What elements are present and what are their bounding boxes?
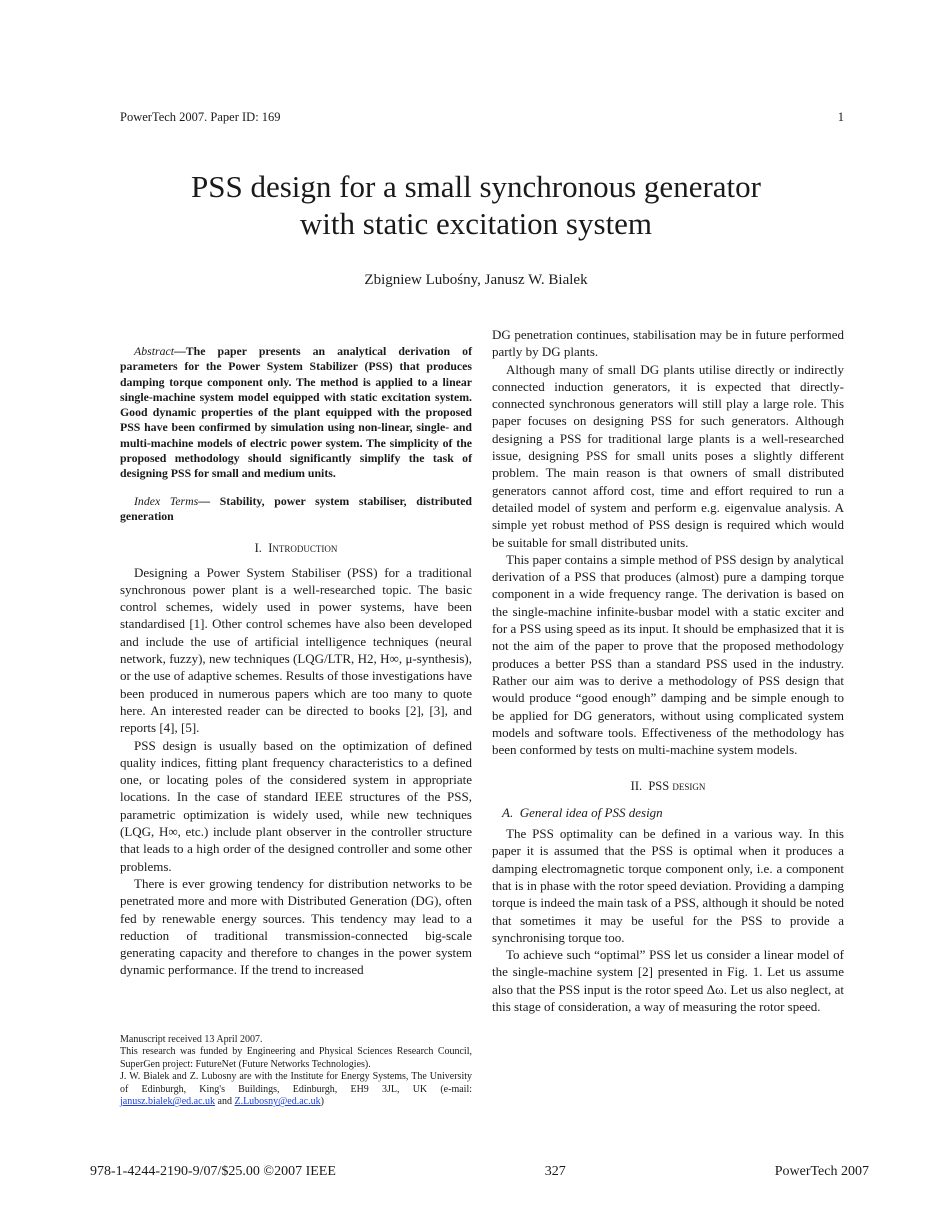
affiliation-text: J. W. Bialek and Z. Lubosny are with the Institute for Energy Systems, The University of Edinburgh, King's Buildings, Edinburgh, EH9 3JL, UK (e-mail: — [120, 1071, 472, 1095]
paper-title — [0, 168, 952, 242]
section-number: I. — [254, 541, 262, 556]
abstract-text: The paper presents an analytical derivation of parameters for the Power System Stabilizer (PSS) that produces damping torque component only. The method is applied to a linear single-machine system model equipped with static excitation system. Good dynamic properties of the plant equipped with the proposed PSS have been confirmed by simulation using non-linear, single- and multi-machine models of electric power system. The simplicity of the proposed methodology should significantly simplify the task of designing PSS for small and medium units. — [120, 344, 472, 481]
footnote-affiliation — [120, 1071, 472, 1108]
subsection-title: General idea of PSS design — [519, 804, 663, 820]
abstract-label: Abstract — [134, 344, 174, 358]
authors: Zbigniew Lubośny, Janusz W. Bialek — [364, 272, 588, 288]
footer-page-number: 327 — [544, 1164, 566, 1179]
title-line-2: with static excitation system — [299, 206, 653, 241]
section-number: II. — [630, 779, 643, 794]
index-terms-label: Index Terms — [134, 493, 199, 508]
abstract-dash: — — [173, 344, 186, 358]
email-link-lubosny[interactable]: Z.Lubosny@ed.ac.uk — [234, 1096, 321, 1108]
left-column — [120, 326, 472, 979]
right-column — [492, 326, 844, 1015]
subsection-number: A. — [502, 804, 514, 820]
footnote-funding: This research was funded by Engineering and Physical Sciences Research Council, SuperGen project: FutureNet (Future Networks Technologies). — [120, 1046, 472, 1070]
section-title-b: design — [672, 779, 706, 794]
email-link-bialek[interactable]: janusz.bialek@ed.ac.uk — [120, 1096, 216, 1108]
section-heading-pss-design — [492, 778, 844, 795]
footer-isbn: 978-1-4244-2190-9/07/$25.00 ©2007 IEEE — [90, 1164, 336, 1179]
footer-conference: PowerTech 2007 — [774, 1164, 869, 1179]
title-line-1: PSS design for a small synchronous generator — [191, 169, 761, 204]
section-title: Introduction — [268, 541, 338, 556]
running-header — [120, 110, 844, 125]
close-paren: ) — [320, 1096, 324, 1108]
header-page-number: 1 — [837, 110, 844, 124]
index-terms — [120, 494, 472, 525]
index-terms-text: Stability, power system stabiliser, distributed generation — [120, 493, 472, 523]
subsection-heading — [502, 804, 844, 821]
section-title-a: PSS — [648, 779, 673, 794]
paragraph: PSS design is usually based on the optimization of defined quality indices, fitting plant frequency characteristics to a defined one, or locating poles of the considered system in appropriate locations. In the case of standard IEEE structures of the PSS, parametric optimization is widely used, while new techniques (LQG, H∞, etc.) include plant observer in the controller structure that leads to a high order of the designed controller and some other problems. — [120, 737, 472, 874]
header-conference: PowerTech 2007. Paper ID: 169 — [120, 110, 281, 124]
paragraph: DG penetration continues, stabilisation may be in future performed partly by DG plants. — [492, 327, 844, 360]
paragraph: To achieve such “optimal” PSS let us consider a linear model of the single-machine system [2] presented in Fig. 1. Let us assume also that the PSS input is the rotor speed Δω. Let us also neglect, at this stage of consideration, a way of measuring the rotor speed. — [492, 947, 844, 1014]
abstract — [120, 344, 472, 482]
page-footer — [90, 1164, 869, 1180]
and-text: and — [215, 1096, 235, 1108]
footnote — [120, 1034, 472, 1108]
paragraph: The PSS optimality can be defined in a various way. In this paper it is assumed that the PSS is optimal when it produces a damping electromagnetic torque component only, i.e. a component that is in phase with the rotor speed deviation. Providing a damping torque is indeed the main task of a PSS, although it should be noted that sometimes it may be useful for the PSS to provide a synchronising torque too. — [492, 826, 844, 945]
paragraph: There is ever growing tendency for distribution networks to be penetrated more and more with Distributed Generation (DG), often fed by renewable energy sources. This tendency may lead to a reduction of traditional transmission-connected big-scale generating capacity and therefore to changes in the power system dynamic performance. If the trend to increased — [120, 875, 472, 978]
paragraph: This paper contains a simple method of PSS design by analytical derivation of a PSS that produces (almost) pure a damping torque component in a wide frequency range. The derivation is based on the single-machine infinite-busbar model with a static exciter and for a PSS using speed as its input. It should be emphasized that it is not the aim of the paper to prove that the proposed methodology produces a better PSS than a standard PSS used in the industry. Rather our aim was to derive a methodology of PSS design that would produce “good enough” damping and be simple enough to be applied for DG generators, without using complicated system models and software tools. Effectiveness of the methodology has been conformed by tests on multi-machine system models. — [492, 551, 844, 758]
index-terms-dash: — — [198, 493, 220, 508]
paragraph: Designing a Power System Stabiliser (PSS) for a traditional synchronous power plant is a well-researched topic. The basic control schemes, widely used in power systems, have been standardised [1]. Other control schemes have also been developed and include the use of artificial intelligence techniques (neural network, fuzzy), new techniques (LQG/LTR, H2, H∞, μ-synthesis), or the use of adaptive schemes. Results of those investigations have been produced in numerous papers which are too many to quote here. An interested reader can be directed to books [2], [3], and reports [4], [5]. — [120, 564, 473, 736]
footnote-received: Manuscript received 13 April 2007. — [120, 1034, 263, 1045]
paragraph: Although many of small DG plants utilise directly or indirectly connected induction generators, it is expected that directly-connected synchronous generators will still play a large role. This paper focuses on designing PSS for such generators. Although designing a PSS for traditional large plants is a well-researched issue, designing PSS for small units poses a slightly different problem. The main reason is that owners of small distributed generators cannot afford cost, time and effort required to run a detailed model of system and perform e.g. eigenvalue analysis. A simple yet robust method of PSS design is required which would be suitable for small distributed units. — [492, 361, 844, 550]
section-heading-introduction — [120, 540, 472, 557]
